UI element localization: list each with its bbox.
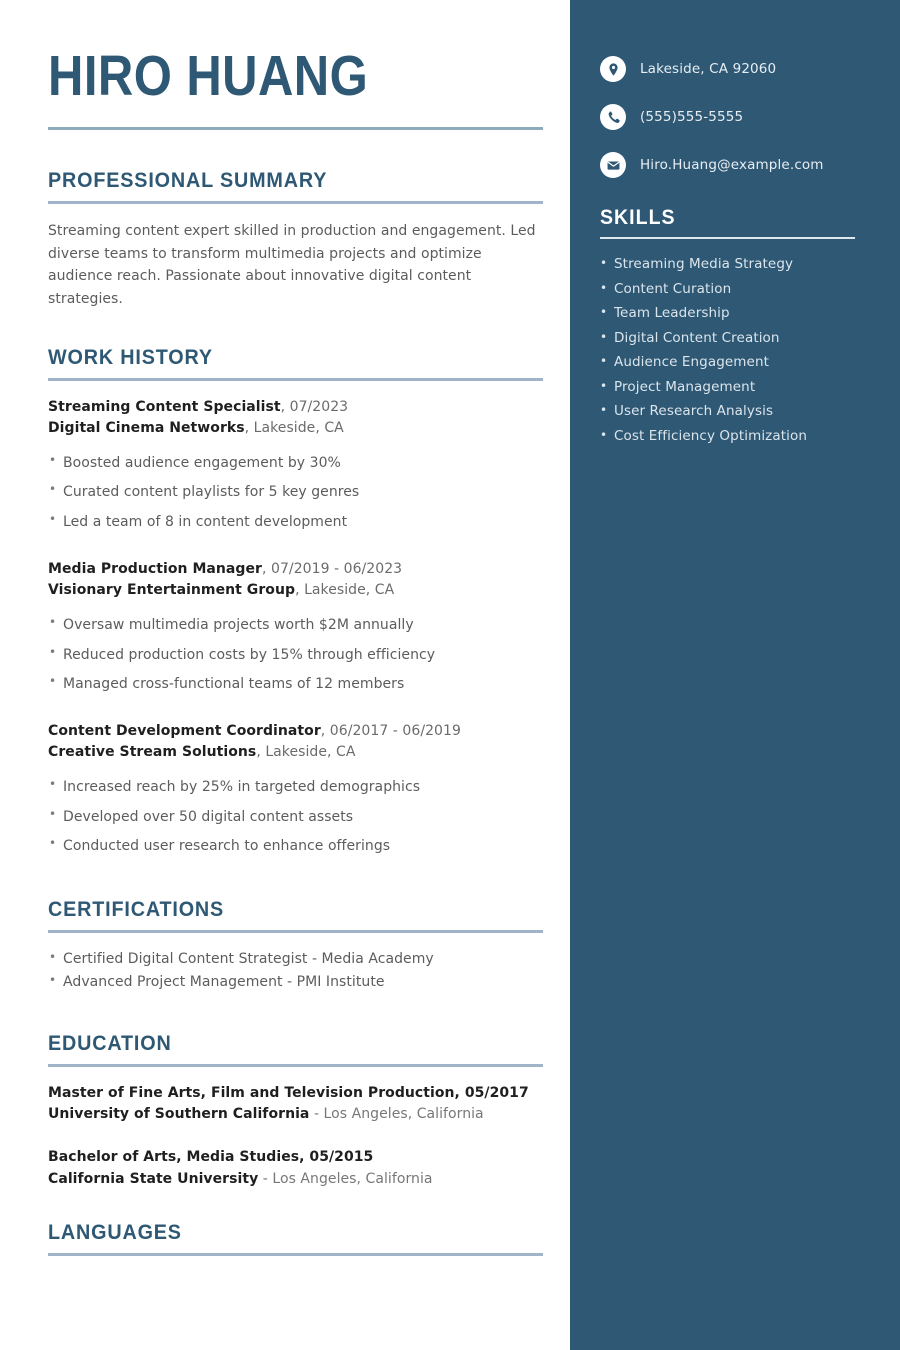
section-heading-professional-summary: PROFESSIONAL SUMMARY <box>48 168 328 192</box>
work-history-entry <box>48 397 542 537</box>
section-work-history <box>48 345 542 861</box>
job-bullet: • Managed cross-functional teams of 12 members <box>48 670 542 699</box>
certification-item: • Certified Digital Content Strategist - Media Academy <box>48 949 542 972</box>
skill-item: • Project Management <box>600 376 868 401</box>
job-location: , Lakeside, CA <box>295 582 395 599</box>
job-location: , Lakeside, CA <box>256 744 356 761</box>
contact-row-phone <box>600 104 868 130</box>
contact-email: Hiro.Huang@example.com <box>640 156 824 173</box>
contact-phone: (555)555-5555 <box>640 108 744 125</box>
section-certifications <box>48 897 542 995</box>
section-divider <box>48 378 543 381</box>
job-company: Visionary Entertainment Group <box>48 582 296 599</box>
job-title: Streaming Content Specialist <box>48 398 281 415</box>
spacer <box>48 861 542 897</box>
education-entry <box>48 1147 542 1190</box>
section-languages <box>48 1220 542 1256</box>
education-entry <box>48 1083 542 1126</box>
job-title-line <box>48 721 542 742</box>
phone-icon <box>600 104 626 130</box>
section-heading-education: EDUCATION <box>48 1030 172 1055</box>
envelope-icon <box>600 152 626 178</box>
contact-list <box>600 56 868 178</box>
skill-item: • User Research Analysis <box>600 400 868 425</box>
education-degree: Master of Fine Arts, Film and Television Production, 05/2017 <box>48 1084 529 1101</box>
section-skills <box>600 206 868 449</box>
section-education <box>48 1031 542 1190</box>
contact-row-address <box>600 56 868 82</box>
section-professional-summary <box>48 168 542 311</box>
job-bullet-list <box>48 611 542 699</box>
job-bullet: • Boosted audience engagement by 30% <box>48 449 542 478</box>
education-location: - Los Angeles, California <box>309 1106 484 1123</box>
skill-list <box>600 253 868 449</box>
section-divider <box>48 201 543 204</box>
contact-row-email <box>600 152 868 178</box>
job-title: Content Development Coordinator <box>48 722 321 739</box>
job-dates: , 07/2023 <box>280 398 349 415</box>
contact-address: Lakeside, CA 92060 <box>640 60 777 77</box>
skill-item: • Team Leadership <box>600 302 868 327</box>
job-location: , Lakeside, CA <box>244 419 344 436</box>
job-bullet-list <box>48 773 542 861</box>
section-divider <box>48 930 543 933</box>
skill-item: • Streaming Media Strategy <box>600 253 868 278</box>
section-divider <box>48 1253 543 1256</box>
name-divider <box>48 127 543 130</box>
section-heading-certifications: CERTIFICATIONS <box>48 896 225 921</box>
skill-item: • Audience Engagement <box>600 351 868 376</box>
education-degree: Bachelor of Arts, Media Studies, 05/2015 <box>48 1149 374 1166</box>
job-bullet: • Reduced production costs by 15% through efficiency <box>48 641 542 670</box>
section-divider <box>48 1064 543 1067</box>
job-dates: , 07/2019 - 06/2023 <box>262 560 403 577</box>
job-company: Creative Stream Solutions <box>48 744 257 761</box>
sidebar <box>570 0 900 1350</box>
job-bullet: • Conducted user research to enhance offerings <box>48 832 542 861</box>
education-school: University of Southern California <box>48 1106 310 1123</box>
certification-item: • Advanced Project Management - PMI Institute <box>48 972 542 995</box>
education-degree-line <box>48 1147 542 1168</box>
section-heading-work-history: WORK HISTORY <box>48 344 213 369</box>
job-title-line <box>48 397 542 418</box>
job-title: Media Production Manager <box>48 560 263 577</box>
spacer <box>48 995 542 1031</box>
job-bullet: • Led a team of 8 in content development <box>48 508 542 537</box>
section-heading-skills: SKILLS <box>600 206 676 229</box>
job-dates: , 06/2017 - 06/2019 <box>320 722 461 739</box>
page-title: HIRO HUANG <box>48 44 369 108</box>
professional-summary-text: Streaming content expert skilled in production and engagement. Led diverse teams to transform multimedia projects and optimize audience reach. Passionate about innovative digital content strategies. <box>48 223 536 308</box>
job-company-line <box>48 580 542 601</box>
education-location: - Los Angeles, California <box>258 1170 433 1187</box>
job-company-line <box>48 418 542 439</box>
location-pin-icon <box>600 56 626 82</box>
skill-item: • Content Curation <box>600 278 868 303</box>
job-bullet: • Curated content playlists for 5 key genres <box>48 478 542 507</box>
education-school-line <box>48 1104 542 1125</box>
job-company: Digital Cinema Networks <box>48 419 245 436</box>
spacer <box>48 311 542 345</box>
education-school-line <box>48 1169 542 1190</box>
job-bullet: • Oversaw multimedia projects worth $2M annually <box>48 611 542 640</box>
education-degree-line <box>48 1083 542 1104</box>
job-bullet-list <box>48 449 542 537</box>
job-bullet: • Developed over 50 digital content assets <box>48 803 542 832</box>
section-divider <box>600 237 855 239</box>
spacer <box>48 1190 542 1220</box>
job-title-line <box>48 559 542 580</box>
section-heading-languages: LANGUAGES <box>48 1219 182 1244</box>
work-history-entry <box>48 721 542 861</box>
skill-item: • Digital Content Creation <box>600 327 868 352</box>
work-history-entry <box>48 559 542 699</box>
education-school: California State University <box>48 1170 259 1187</box>
skill-item: • Cost Efficiency Optimization <box>600 425 868 450</box>
job-bullet: • Increased reach by 25% in targeted demographics <box>48 773 542 802</box>
job-company-line <box>48 742 542 763</box>
certification-list <box>48 949 542 995</box>
